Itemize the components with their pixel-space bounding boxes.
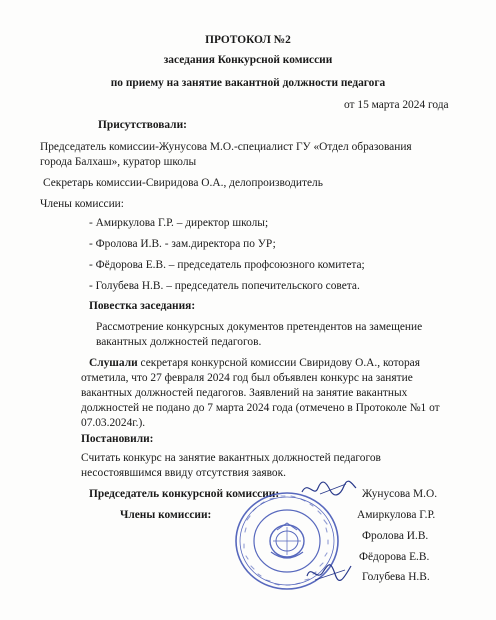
doc-date: от 15 марта 2024 года <box>344 99 449 111</box>
agenda-heading: Повестка заседания: <box>89 300 196 312</box>
chair-line-2: города Балхаш», куратор школы <box>40 156 197 168</box>
doc-subtitle-2: по приему на занятие вакантной должности педагога <box>110 77 386 89</box>
heard-line-5: 07.03.2024г.). <box>81 417 146 429</box>
sign-name: Фёдорова Е.В. <box>359 551 430 563</box>
member-item: - Фёдорова Е.В. – председатель профсоюзного комитета; <box>89 259 365 271</box>
members-heading: Члены комиссии: <box>40 198 124 210</box>
present-heading: Присутствовали: <box>98 119 187 131</box>
resolved-line-2: несостоявшимся ввиду отсутствия заявок. <box>81 467 287 479</box>
chair-signature-icon <box>300 478 358 500</box>
chair-sign-label: Председатель конкурсной комиссии: <box>89 488 280 500</box>
heard-label: Слушали <box>89 357 138 369</box>
agenda-line-2: вакантных должностей педагогов. <box>96 336 262 348</box>
member-item: - Фролова И.В. - зам.директора по УР; <box>89 238 276 250</box>
member-item: - Голубева Н.В. – председатель попечительского совета. <box>89 280 360 292</box>
chair-line-1: Председатель комиссии-Жунусова М.О.-специалист ГУ «Отдел образования <box>40 141 412 153</box>
members-sign-label: Члены комиссии: <box>120 509 212 521</box>
resolved-line-1: Считать конкурс на занятие вакантных должностей педагогов <box>81 452 381 464</box>
heard-line-4: должностей не подано до 7 марта 2024 года (отмечено в Протоколе №1 от <box>81 402 440 414</box>
secretary-line: Секретарь комиссии-Свиридова О.А., делопроизводитель <box>43 177 323 189</box>
heard-text: секретаря конкурсной комиссии Свиридову О.А., которая <box>137 357 420 369</box>
heard-line-3: вакантных должностей педагогов. Заявлений на занятие вакантных <box>81 387 408 399</box>
heard-line-2: отметила, что 27 февраля 2024 год был объявлен конкурс на занятие <box>81 372 413 384</box>
member-signature-icon <box>305 560 355 584</box>
sign-name: Фролова И.В. <box>362 530 429 542</box>
sign-name: Амиркулова Г.Р. <box>357 509 436 521</box>
doc-subtitle-1: заседания Конкурсной комиссии <box>163 54 333 66</box>
sign-name: Голубева Н.В. <box>362 571 430 583</box>
sign-name: Жунусова М.О. <box>362 488 438 500</box>
heard-line-1 <box>89 356 420 370</box>
agenda-line-1: Рассмотрение конкурсных документов претендентов на замещение <box>96 321 423 333</box>
doc-title: ПРОТОКОЛ №2 <box>205 34 291 46</box>
member-item: - Амиркулова Г.Р. – директор школы; <box>89 217 269 229</box>
resolved-heading: Постановили: <box>81 433 154 445</box>
